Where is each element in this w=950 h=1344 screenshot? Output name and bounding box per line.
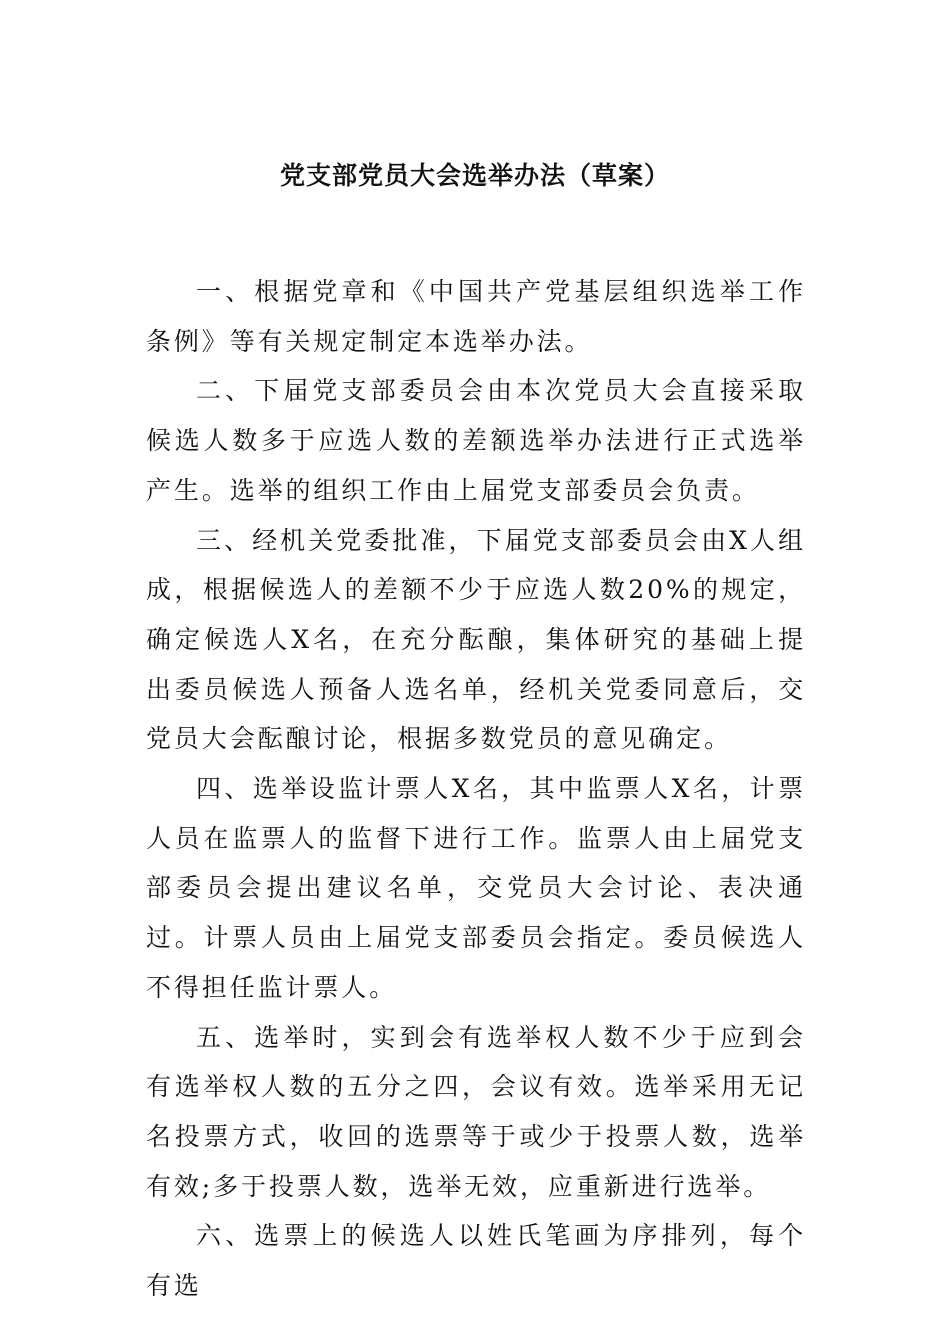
paragraph-2: 二、下届党支部委员会由本次党员大会直接采取候选人数多于应选人数的差额选举办法进行正式选举产生。选举的组织工作由上届党支部委员会负责。 bbox=[146, 376, 806, 505]
paragraph-6: 六、选票上的候选人以姓氏笔画为序排列，每个有选 bbox=[146, 1221, 806, 1301]
paragraph-5: 五、选举时，实到会有选举权人数不少于应到会有选举权人数的五分之四，会议有效。选举采用无记名投票方式，收回的选票等于或少于投票人数，选举有效;多于投票人数，选举无效，应重新进行选举。 bbox=[146, 1022, 806, 1201]
document-body bbox=[146, 267, 806, 1311]
paragraph-4: 四、选举设监计票人X名，其中监票人X名，计票人员在监票人的监督下进行工作。监票人由上届党支部委员会提出建议名单，交党员大会讨论、表决通过。计票人员由上届党支部委员会指定。委员候选人不得担任监计票人。 bbox=[146, 774, 806, 1002]
paragraph-3: 三、经机关党委批准，下届党支部委员会由X人组成，根据候选人的差额不少于应选人数20%的规定，确定候选人X名，在充分酝酿，集体研究的基础上提出委员候选人预备人选名单，经机关党委同意后，交党员大会酝酿讨论，根据多数党员的意见确定。 bbox=[146, 525, 806, 754]
paragraph-1: 一、根据党章和《中国共产党基层组织选举工作条例》等有关规定制定本选举办法。 bbox=[146, 277, 806, 356]
document-title: 党支部党员大会选举办法（草案） bbox=[279, 161, 670, 190]
